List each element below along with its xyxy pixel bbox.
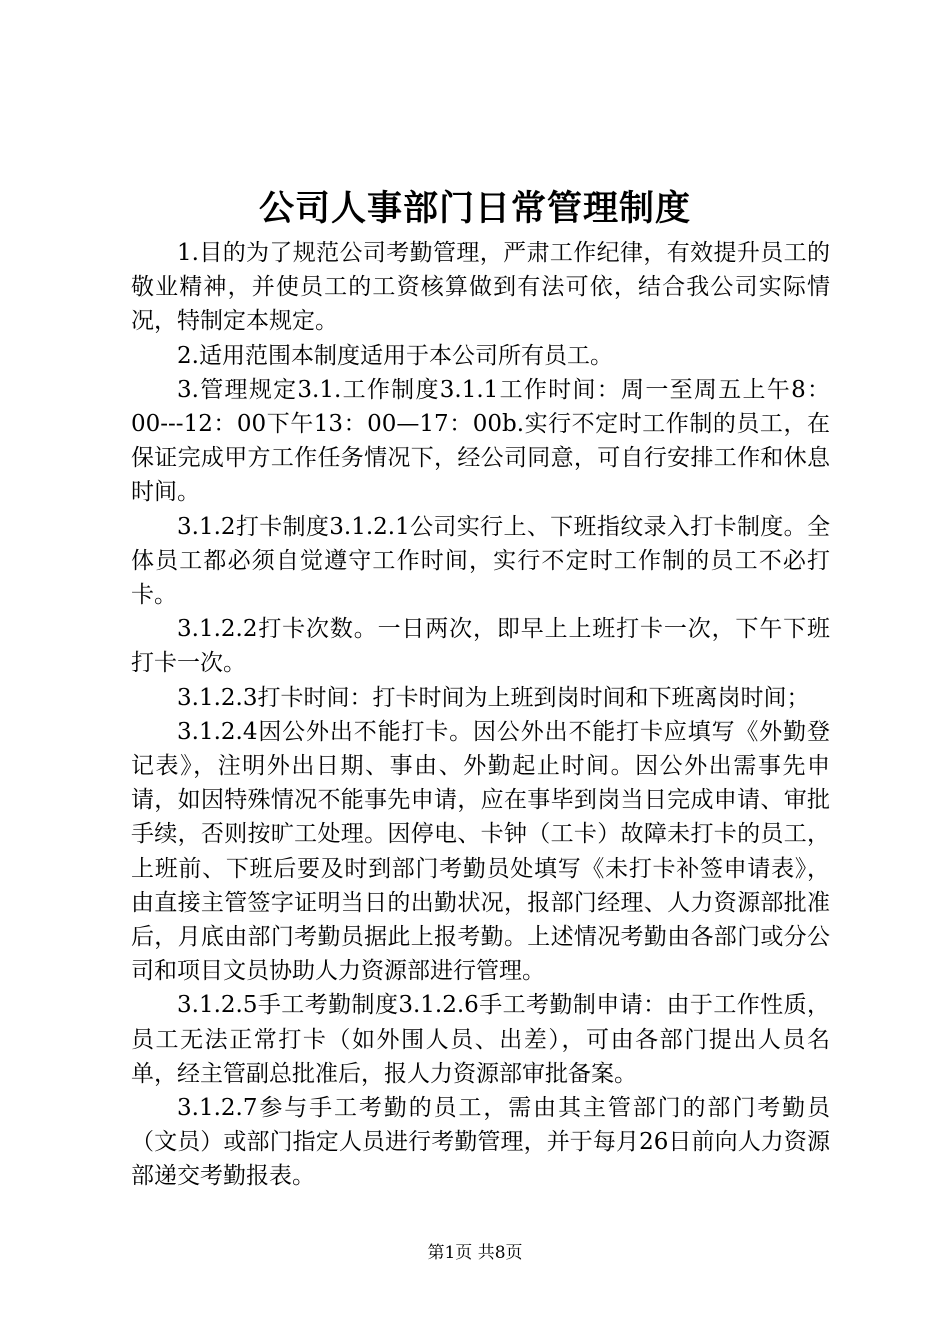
paragraph-clock-in-count: 3.1.2.2打卡次数。一日两次，即早上上班打卡一次，下午下班打卡一次。 xyxy=(131,616,830,677)
paragraph-scope: 2.适用范围本制度适用于本公司所有员工。 xyxy=(177,342,613,369)
paragraph-clock-in-system: 3.1.2打卡制度3.1.2.1公司实行上、下班指纹录入打卡制度。全体员工都必须自觉遵守工作时间，实行不定时工作制的员工不必打卡。 xyxy=(131,513,830,609)
page-number: 第1页 共8页 xyxy=(427,1243,523,1263)
paragraph-manual-attendance-staff: 3.1.2.7参与手工考勤的员工，需由其主管部门的部门考勤员（文员）或部门指定人员进行考勤管理，并于每月26日前向人力资源部递交考勤报表。 xyxy=(131,1095,830,1190)
document-body xyxy=(131,236,830,1194)
document-title: 公司人事部门日常管理制度 xyxy=(258,189,691,229)
paragraph-manual-attendance: 3.1.2.5手工考勤制度3.1.2.6手工考勤制申请：由于工作性质，员工无法正常打卡（如外围人员、出差），可由各部门提出人员名单，经主管副总批准后，报人力资源部审批备案。 xyxy=(131,992,830,1087)
paragraph-purpose: 1.目的为了规范公司考勤管理，严肃工作纪律，有效提升员工的敬业精神，并使员工的工资核算做到有法可依，结合我公司实际情况，特制定本规定。 xyxy=(131,240,830,335)
paragraph-clock-in-time: 3.1.2.3打卡时间：打卡时间为上班到岗时间和下班离岗时间； xyxy=(177,684,810,711)
paragraph-work-hours: 3.管理规定3.1.工作制度3.1.1工作时间：周一至周五上午8：00---12：00下午13：00—17：00b.实行不定时工作制的员工，在保证完成甲方工作任务情况下，经公司同意，可自行安排工作和休息时间。 xyxy=(131,376,830,506)
paragraph-field-work: 3.1.2.4因公外出不能打卡。因公外出不能打卡应填写《外勤登记表》，注明外出日期、事由、外勤起止时间。因公外出需事先申请，如因特殊情况不能事先申请，应在事毕到岗当日完成申请、审批手续，否则按旷工处理。因停电、卡钟（工卡）故障未打卡的员工，上班前、下班后要及时到部门考勤员处填写《未打卡补签申请表》，由直接主管签字证明当日的出勤状况，报部门经理、人力资源部批准后，月底由部门考勤员据此上报考勤。上述情况考勤由各部门或分公司和项目文员协助人力资源部进行管理。 xyxy=(131,718,830,985)
